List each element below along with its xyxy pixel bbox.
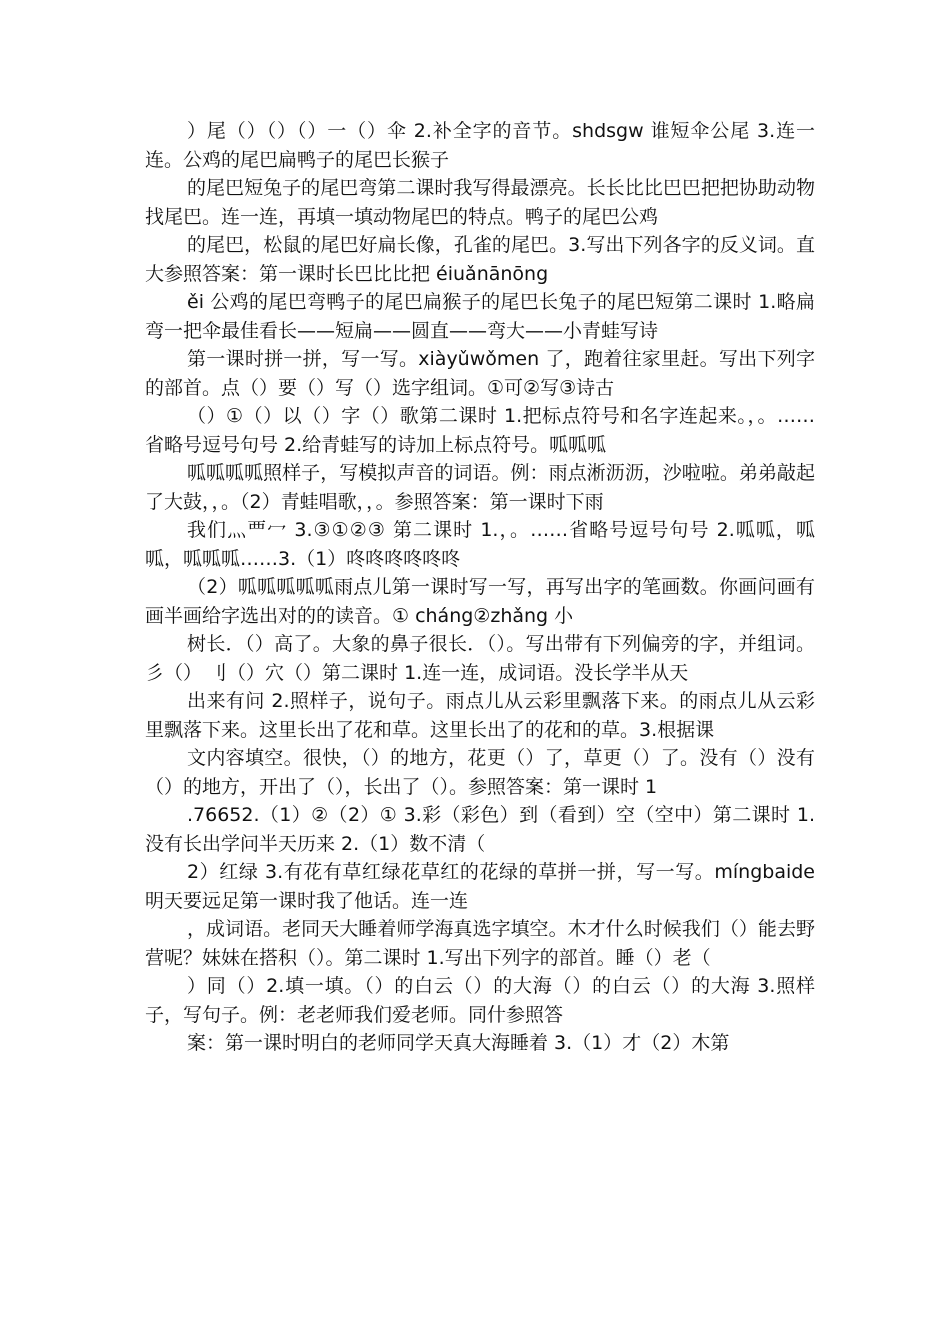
paragraph: ，成词语。老同天大睡着师学海真选字填空。木才什么时候我们（）能去野营呢？妹妹在搭积（）。第二课时 1.写出下列字的部首。睡（）老（ xyxy=(145,918,815,969)
paragraph: 出来有问 2.照样子，说句子。雨点儿从云彩里飘落下来。的雨点儿从云彩里飘落下来。这里长出了花和草。这里长出了的花和的草。3.根据课 xyxy=(145,690,815,741)
paragraph: （2）呱呱呱呱呱雨点儿第一课时写一写，再写出字的笔画数。你画问画有画半画给字选出对的的读音。① cháng②zhǎng 小 xyxy=(145,576,815,627)
paragraph: 的尾巴，松鼠的尾巴好扁长像，孔雀的尾巴。3.写出下列各字的反义词。直大参照答案：第一课时长巴比比把 éiuǎnānōng xyxy=(145,234,815,285)
paragraph: .76652.（1）②（2）① 3.彩（彩色）到（看到）空（空中）第二课时 1.没有长出学问半天历来 2.（1）数不清（ xyxy=(145,804,815,855)
paragraph: ）同（）2.填一填。（）的白云（）的大海（）的白云（）的大海 3.照样子，写句子。例：老老师我们爱老师。同什参照答 xyxy=(145,975,815,1026)
paragraph: 树长．（）高了。大象的鼻子很长．（）。写出带有下列偏旁的字，并组词。彡（） 刂（）穴（）第二课时 1.连一连，成词语。没长学半从天 xyxy=(145,633,815,684)
paragraph: 第一课时拼一拼，写一写。xiàyǔwǒmen 了，跑着往家里赶。写出下列字的部首。点（）要（）写（）选字组词。①可②写③诗古 xyxy=(145,348,815,399)
paragraph: ）尾（）（）（）一（）伞 2.补全字的音节。shdsgw 谁短伞公尾 3.连一连。公鸡的尾巴扁鸭子的尾巴长猴子 xyxy=(145,120,815,171)
paragraph: 呱呱呱呱照样子，写模拟声音的词语。例：雨点淅沥沥，沙啦啦。弟弟敲起了大鼓，，。（2）青蛙唱歌，，。参照答案：第一课时下雨 xyxy=(145,462,815,513)
paragraph: 文内容填空。很快，（）的地方，花更（）了，草更（）了。没有（）没有（）的地方，开出了（），长出了（）。参照答案：第一课时 1 xyxy=(145,747,815,798)
paragraph: 的尾巴短兔子的尾巴弯第二课时我写得最漂亮。长长比比巴巴把把协助动物找尾巴。连一连，再填一填动物尾巴的特点。鸭子的尾巴公鸡 xyxy=(145,177,815,228)
paragraph: 我们灬覀冖 3.③①②③ 第二课时 1.，。……省略号逗号句号 2.呱呱，呱呱，呱呱呱……3.（1）咚咚咚咚咚咚 xyxy=(145,519,815,570)
paragraph: 2）红绿 3.有花有草红绿花草红的花绿的草拼一拼，写一写。míngbaide 明天要远足第一课时我了他话。连一连 xyxy=(145,861,815,912)
paragraph: （）①（）以（）字（）歌第二课时 1.把标点符号和名字连起来。，。……省略号逗号句号 2.给青蛙写的诗加上标点符号。呱呱呱 xyxy=(145,405,815,456)
paragraph: ěi 公鸡的尾巴弯鸭子的尾巴扁猴子的尾巴长兔子的尾巴短第二课时 1.略扁弯一把伞最佳看长——短扁——圆直——弯大——小青蛙写诗 xyxy=(145,291,815,342)
paragraph: 案：第一课时明白的老师同学天真大海睡着 3.（1）才（2）木第 xyxy=(187,1032,730,1054)
document-body xyxy=(145,117,815,1058)
